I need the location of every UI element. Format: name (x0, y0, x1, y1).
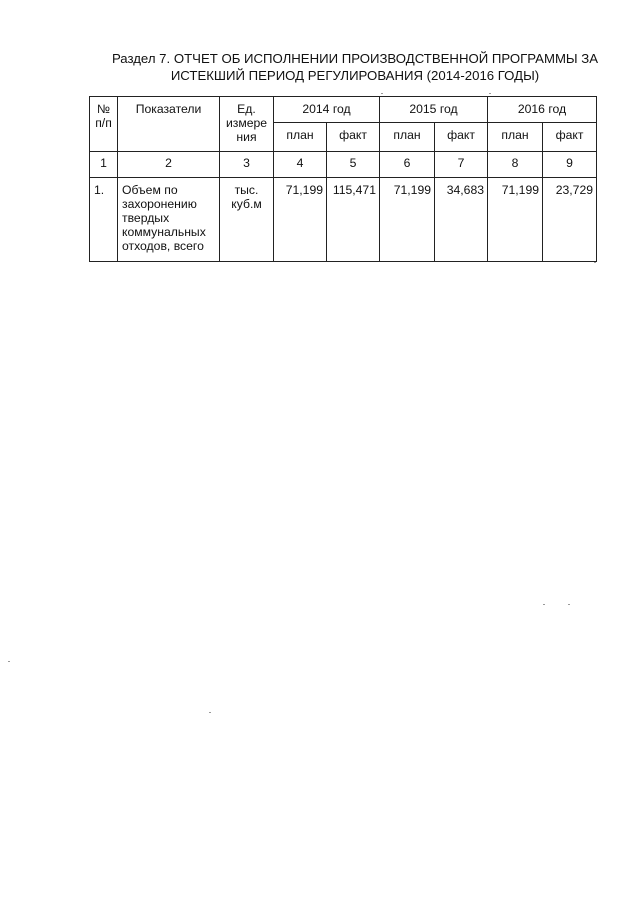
value-2015-plan: 71,199 (380, 178, 435, 262)
header-unit-cell (220, 97, 274, 152)
value-2016-plan: 71,199 (488, 178, 543, 262)
header-year-2015: 2015 год (380, 97, 488, 123)
title-line-2: ИСТЕКШИЙ ПЕРИОД РЕГУЛИРОВАНИЯ (2014-2016 ГОДЫ) (170, 68, 540, 83)
header-year-2016: 2016 год (488, 97, 597, 123)
title-line-1: Раздел 7. ОТЧЕТ ОБ ИСПОЛНЕНИИ ПРОИЗВОДСТВЕННОЙ ПРОГРАММЫ ЗА (111, 51, 599, 66)
row-unit (220, 178, 274, 262)
header-year-2014: 2014 год (274, 97, 380, 123)
scan-speck (568, 604, 570, 605)
value-2014-plan: 71,199 (274, 178, 327, 262)
header-2015-fact: факт (435, 123, 488, 152)
column-number-9: 9 (543, 152, 597, 178)
header-number-line-1: № (96, 102, 111, 116)
column-number-3: 3 (220, 152, 274, 178)
column-number-8: 8 (488, 152, 543, 178)
row-number: 1. (90, 178, 118, 262)
column-number-6: 6 (380, 152, 435, 178)
scan-speck (209, 712, 211, 713)
value-2016-fact: 23,729 (543, 178, 597, 262)
row-indicator (118, 178, 220, 262)
header-2015-plan: план (380, 123, 435, 152)
indicator-line-5: отходов, всего (122, 239, 204, 253)
header-unit-line-2: измере (225, 116, 268, 130)
header-2016-fact: факт (543, 123, 597, 152)
production-program-report-table (89, 96, 597, 262)
value-2014-fact: 115,471 (327, 178, 380, 262)
column-number-4: 4 (274, 152, 327, 178)
header-indicators-label: Показатели (135, 102, 202, 116)
header-2014-plan: план (274, 123, 327, 152)
value-2015-fact: 34,683 (435, 178, 488, 262)
header-row-number-cell (90, 97, 118, 152)
header-number-line-2: п/п (95, 116, 112, 130)
document-title (95, 50, 615, 84)
column-number-7: 7 (435, 152, 488, 178)
unit-line-1: тыс. (234, 183, 259, 197)
scan-speck (8, 661, 10, 662)
scan-speck (381, 93, 383, 94)
scan-speck (594, 262, 596, 263)
column-number-5: 5 (327, 152, 380, 178)
scan-speck (543, 604, 545, 605)
table-row (90, 178, 597, 262)
indicator-line-2: захоронению (122, 197, 197, 211)
header-unit-line-3: ния (236, 130, 257, 144)
column-number-1: 1 (90, 152, 118, 178)
header-indicators-cell (118, 97, 220, 152)
column-numbers-row (90, 152, 597, 178)
scan-speck (489, 93, 491, 94)
header-2014-fact: факт (327, 123, 380, 152)
indicator-line-3: твердых (122, 211, 170, 225)
indicator-line-4: коммунальных (122, 225, 206, 239)
header-2016-plan: план (488, 123, 543, 152)
header-row-years (90, 97, 597, 123)
unit-line-2: куб.м (231, 197, 262, 211)
indicator-line-1: Объем по (122, 183, 178, 197)
column-number-2: 2 (118, 152, 220, 178)
header-unit-line-1: Ед. (237, 102, 256, 116)
